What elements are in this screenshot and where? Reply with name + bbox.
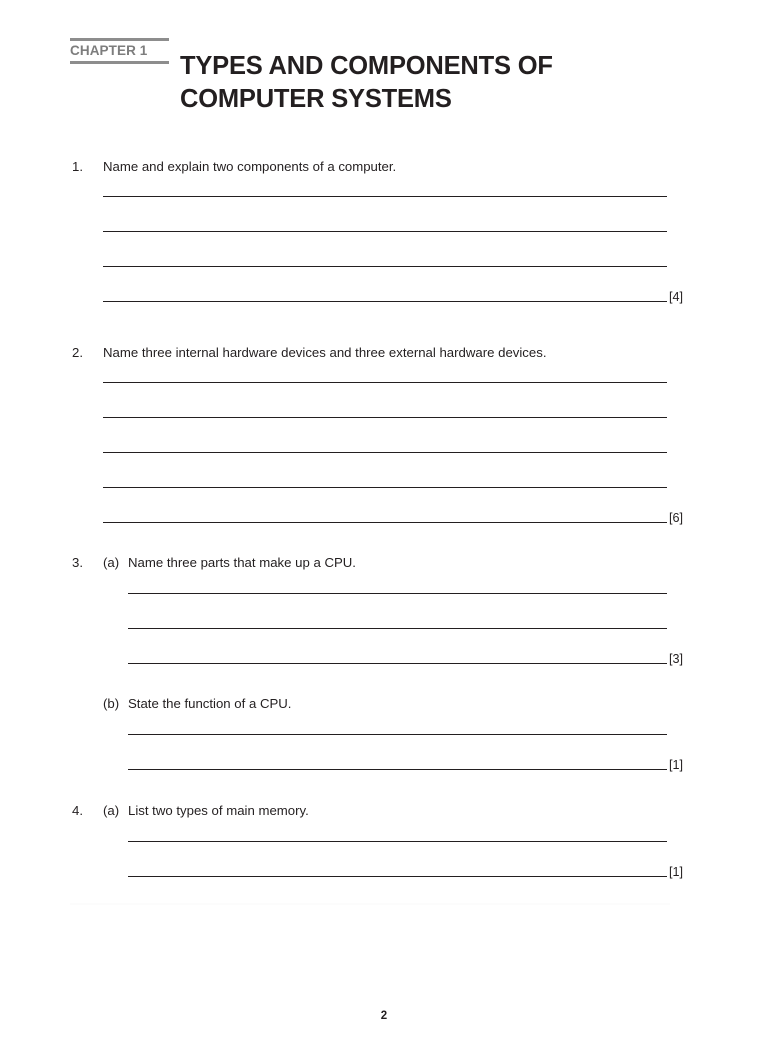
answer-line[interactable] [103, 266, 667, 267]
answer-line[interactable] [103, 487, 667, 488]
marks-allocation: [1] [669, 865, 684, 879]
answer-line[interactable] [103, 301, 667, 302]
subpart-text: Name three parts that make up a CPU. [128, 555, 356, 570]
answer-line[interactable] [103, 417, 667, 418]
answer-line[interactable] [103, 382, 667, 383]
question-text: Name three internal hardware devices and three external hardware devices. [103, 345, 547, 360]
page-footer [0, 1006, 768, 1024]
answer-line[interactable] [128, 734, 667, 735]
subpart-label: (b) [103, 696, 120, 711]
subpart-text: State the function of a CPU. [128, 696, 292, 711]
marks-allocation: [3] [669, 652, 684, 666]
marks-allocation: [4] [669, 290, 684, 304]
answer-line[interactable] [128, 841, 667, 842]
answer-line[interactable] [103, 196, 667, 197]
question-number: 3. [72, 555, 83, 570]
marks-allocation: [6] [669, 511, 684, 525]
answer-line[interactable] [103, 522, 667, 523]
question-number: 2. [72, 345, 83, 360]
question-text: Name and explain two components of a computer. [103, 159, 397, 174]
subpart-text: List two types of main memory. [128, 803, 309, 818]
page-number: 2 [380, 1010, 388, 1022]
answer-line[interactable] [128, 593, 667, 594]
scan-artifact [70, 903, 670, 905]
subpart-label: (a) [103, 803, 120, 818]
chapter-badge [70, 38, 169, 64]
page-title: TYPES AND COMPONENTS OF COMPUTER SYSTEMS [180, 52, 553, 113]
answer-line[interactable] [128, 769, 667, 770]
page-header [0, 38, 768, 128]
answer-line[interactable] [103, 452, 667, 453]
answer-line[interactable] [128, 876, 667, 877]
question-number: 1. [72, 159, 83, 174]
answer-line[interactable] [128, 628, 667, 629]
answer-line[interactable] [103, 231, 667, 232]
subpart-label: (a) [103, 555, 120, 570]
chapter-label: CHAPTER 1 [70, 43, 148, 58]
question-number: 4. [72, 803, 83, 818]
answer-line[interactable] [128, 663, 667, 664]
marks-allocation: [1] [669, 758, 684, 772]
